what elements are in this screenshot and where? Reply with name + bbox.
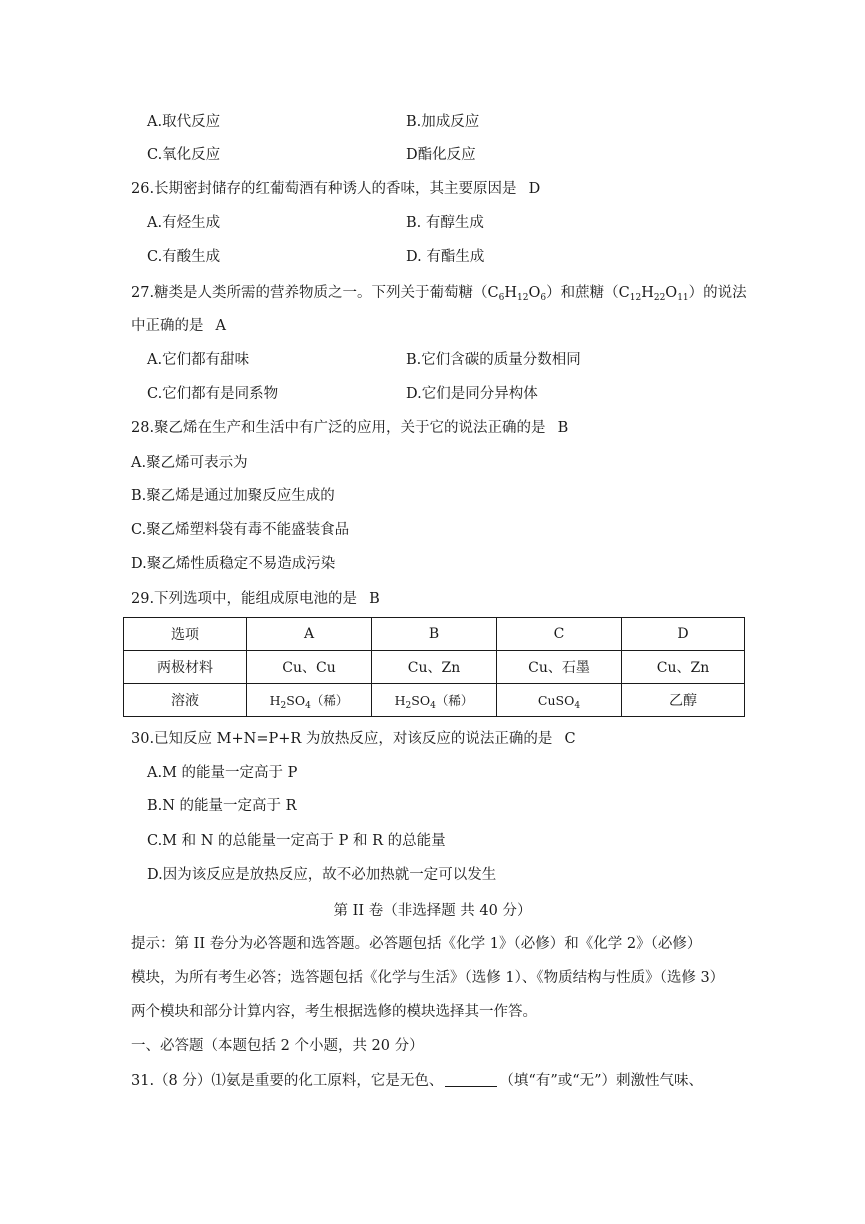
table-row-solution: [124, 684, 745, 717]
q27-stem-part-c: ）的说法: [688, 285, 747, 301]
table-cell: 溶液: [124, 684, 247, 717]
q28-stem: [131, 418, 568, 438]
q28-option-d: D.聚乙烯性质稳定不易造成污染: [131, 556, 336, 572]
q26-stem-text: 26.长期密封储存的红葡萄酒有种诱人的香味，其主要原因是: [131, 181, 517, 197]
formula-part: （稀）: [435, 693, 474, 708]
table-cell: Cu、Zn: [622, 651, 745, 684]
q29-answer: B: [369, 591, 380, 607]
formula-part: CuSO: [537, 692, 575, 708]
q27-stem-line1: [131, 283, 747, 303]
q31-answer-blank[interactable]: [445, 1072, 497, 1087]
table-cell-sol-d: 乙醇: [622, 684, 745, 717]
q31-stem-part-a: 31.（8 分）⑴氨是重要的化工原料，它是无色、: [131, 1073, 444, 1089]
q29-stem: [131, 589, 380, 609]
sucrose-h: H: [641, 285, 654, 301]
q30-option-c: C.M 和 N 的总能量一定高于 P 和 R 的总能量: [147, 833, 446, 849]
table-cell: 两极材料: [124, 651, 247, 684]
table-cell-sol-a: [247, 684, 372, 717]
formula-part: SO: [411, 693, 431, 708]
sucrose-h-sub: 22: [653, 293, 666, 303]
q30-answer: C: [564, 731, 576, 747]
part2-hint-line1: 提示：第 II 卷分为必答题和选答题。必答题包括《化学 1》（必修）和《化学 2》（必修）: [131, 936, 702, 952]
q28-option-b: B.聚乙烯是通过加聚反应生成的: [131, 488, 335, 504]
formula-part: SO: [286, 693, 306, 708]
q30-stem: [131, 729, 576, 749]
formula-sub: 2: [405, 701, 412, 711]
table-cell: C: [497, 618, 622, 651]
q29-stem-text: 29.下列选项中，能组成原电池的是: [131, 591, 358, 607]
sucrose-c-sub: 12: [629, 293, 642, 303]
formula-sub: 4: [574, 700, 581, 711]
q28-option-c: C.聚乙烯塑料袋有毒不能盛装食品: [131, 522, 350, 538]
formula-part: H: [269, 693, 281, 708]
table-row-header: [124, 618, 745, 651]
q27-option-c: C.它们都有是同系物: [147, 386, 279, 402]
table-cell: A: [247, 618, 372, 651]
q26-option-b: B. 有醇生成: [406, 215, 484, 231]
q26-answer: D: [528, 181, 541, 197]
q27-option-a: A.它们都有甜味: [147, 352, 250, 368]
q27-answer: A: [215, 318, 226, 334]
formula-part: （稀）: [310, 693, 349, 708]
q27-option-b: B.它们含碳的质量分数相同: [406, 352, 581, 368]
q30-option-d: D.因为该反应是放热反应，故不必加热就一定可以发生: [147, 867, 497, 883]
formula-sub: 4: [305, 701, 311, 711]
part2-hint-line2: 模块，为所有考生必答；选答题包括《化学与生活》（选修 1）、《物质结构与性质》（选修 3）: [131, 970, 725, 986]
q27-stem-part-a: 27.糖类是人类所需的营养物质之一。下列关于葡萄糖（C: [131, 285, 499, 301]
formula-sub: 4: [430, 701, 436, 711]
glucose-h: H: [504, 285, 518, 301]
q26-option-a: A.有烃生成: [147, 215, 221, 231]
q25-option-d: D酯化反应: [406, 147, 476, 163]
table-cell-sol-c: [497, 684, 622, 717]
q25-option-b: B.加成反应: [406, 114, 480, 130]
glucose-o-sub: 6: [540, 293, 547, 303]
sucrose-o: O: [665, 285, 678, 301]
section-title: 一、必答题（本题包括 2 个小题，共 20 分）: [131, 1038, 424, 1054]
glucose-o: O: [528, 285, 541, 301]
q31-stem: [131, 1071, 703, 1091]
glucose-c-sub: 6: [498, 293, 505, 303]
table-cell-sol-b: [372, 684, 497, 717]
q27-stem-part-b: ）和蔗糖（C: [546, 285, 630, 301]
table-row-electrodes: [124, 651, 745, 684]
q26-stem: [131, 179, 540, 199]
part2-title: 第 II 卷（非选择题 共 40 分）: [333, 903, 532, 919]
formula-sub: 2: [280, 701, 287, 711]
table-cell: B: [372, 618, 497, 651]
q26-option-c: C.有酸生成: [147, 249, 221, 265]
q29-options-table: [123, 617, 745, 717]
q27-option-d: D.它们是同分异构体: [406, 386, 538, 402]
table-cell: Cu、Zn: [372, 651, 497, 684]
table-cell: Cu、Cu: [247, 651, 372, 684]
q30-option-a: A.M 的能量一定高于 P: [147, 765, 298, 781]
q27-stem-line2-text: 中正确的是: [131, 318, 204, 334]
q25-option-c: C.氧化反应: [147, 147, 221, 163]
q28-stem-text: 28.聚乙烯在生产和生活中有广泛的应用，关于它的说法正确的是: [131, 420, 546, 436]
q28-option-a: A.聚乙烯可表示为: [131, 455, 248, 471]
q30-option-b: B.N 的能量一定高于 R: [147, 798, 297, 814]
table-cell: 选项: [124, 618, 247, 651]
table-cell: Cu、石墨: [497, 651, 622, 684]
q30-stem-text: 30.已知反应 M+N=P+R 为放热反应，对该反应的说法正确的是: [131, 731, 553, 747]
sucrose-o-sub: 11: [677, 293, 689, 303]
q26-option-d: D. 有酯生成: [406, 249, 485, 265]
q31-stem-part-b: （填“有”或“无”）刺激性气味、: [499, 1073, 704, 1089]
q27-stem-line2: [131, 316, 226, 336]
glucose-h-sub: 12: [517, 293, 529, 303]
table-cell: D: [622, 618, 745, 651]
formula-part: H: [394, 693, 406, 708]
q28-answer: B: [557, 420, 569, 436]
part2-hint-line3: 两个模块和部分计算内容，考生根据选修的模块选择其一作答。: [131, 1004, 537, 1020]
q25-option-a: A.取代反应: [147, 114, 221, 130]
